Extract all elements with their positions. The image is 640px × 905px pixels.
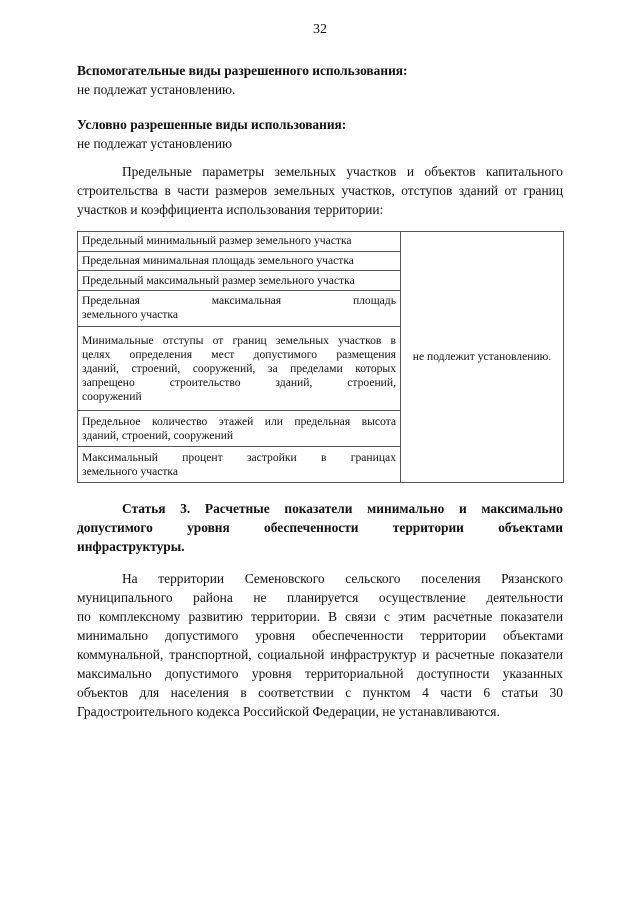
param-floors-height-cell: [78, 411, 401, 447]
cell-line: целях определения мест допустимого размещения: [82, 347, 396, 361]
page-number: 32: [313, 22, 327, 37]
param-max-coverage-cell: [78, 447, 401, 483]
param-min-area-cell: [78, 251, 401, 271]
cell-line: сооружений: [82, 389, 142, 403]
cell-line: зданий, строений, сооружений, за пределами которых: [82, 361, 396, 375]
limits-intro-line: Предельные параметры земельных участков и объектов капитального: [122, 164, 563, 179]
body-line: объектов для населения в соответствии с пунктом 4 части 6 статьи 30: [77, 685, 563, 700]
body-line: коммунальной, транспортной, социальной инфраструктур и расчетные показатели: [77, 647, 563, 662]
conditional-uses-heading: Условно разрешенные виды использования:: [77, 117, 347, 132]
limits-intro: [77, 162, 563, 219]
cell-line: Предельная максимальная площадь: [82, 294, 396, 308]
article-3-body: [77, 569, 563, 721]
body-line: по комплексному развитию территории. В связи с этим расчетные показатели: [77, 609, 563, 624]
body-line: минимально допустимого уровня обеспеченности территории объектами: [77, 628, 563, 643]
auxiliary-uses-text: не подлежат установлению.: [77, 82, 236, 97]
cell-line: Предельная минимальная площадь земельного участка: [82, 253, 354, 267]
cell-line: зданий, строений, сооружений: [82, 428, 234, 442]
cell-line: Предельный максимальный размер земельного участка: [82, 273, 355, 287]
param-min-setbacks-cell: [78, 326, 401, 410]
article-heading-line: инфраструктуры.: [77, 539, 185, 554]
cell-line: Предельный минимальный размер земельного участка: [82, 234, 352, 248]
param-max-size-cell: [78, 271, 401, 291]
conditional-uses-section: [77, 115, 563, 153]
cell-line: земельного участка: [82, 464, 179, 478]
body-line: Градостроительного кодекса Российской Федерации, не устанавливаются.: [77, 704, 500, 719]
table-row: [78, 232, 564, 252]
param-min-size-cell: [78, 232, 401, 252]
article-heading-line: Статья 3. Расчетные показатели минимально и максимально: [122, 501, 563, 516]
auxiliary-uses-section: [77, 61, 563, 99]
cell-line: земельного участка: [82, 308, 179, 322]
limits-intro-line: участков и коэффициента использования территории:: [77, 202, 384, 217]
param-value-cell: не подлежит установлению.: [401, 232, 564, 483]
body-line: максимально допустимого уровня территориальной доступности указанных: [77, 666, 563, 681]
cell-line: Максимальный процент застройки в границах: [82, 450, 396, 464]
body-line: муниципального района не планируется осуществление деятельности: [77, 590, 563, 605]
auxiliary-uses-heading: Вспомогательные виды разрешенного использования:: [77, 63, 408, 78]
limits-table: [77, 231, 564, 483]
article-3-heading: [77, 499, 563, 556]
conditional-uses-text: не подлежат установлению: [77, 136, 232, 151]
cell-line: запрещено строительство зданий, строений,: [82, 375, 396, 389]
body-line: На территории Семеновского сельского поселения Рязанского: [122, 571, 563, 586]
limits-intro-line: строительства в части размеров земельных участков, отступов зданий от границ: [77, 183, 563, 198]
cell-line: Предельное количество этажей или предельная высота: [82, 414, 396, 428]
article-heading-line: допустимого уровня обеспеченности территории объектами: [77, 520, 563, 535]
cell-line: Минимальные отступы от границ земельных участков в: [82, 333, 396, 347]
param-max-area-cell: [78, 290, 401, 326]
